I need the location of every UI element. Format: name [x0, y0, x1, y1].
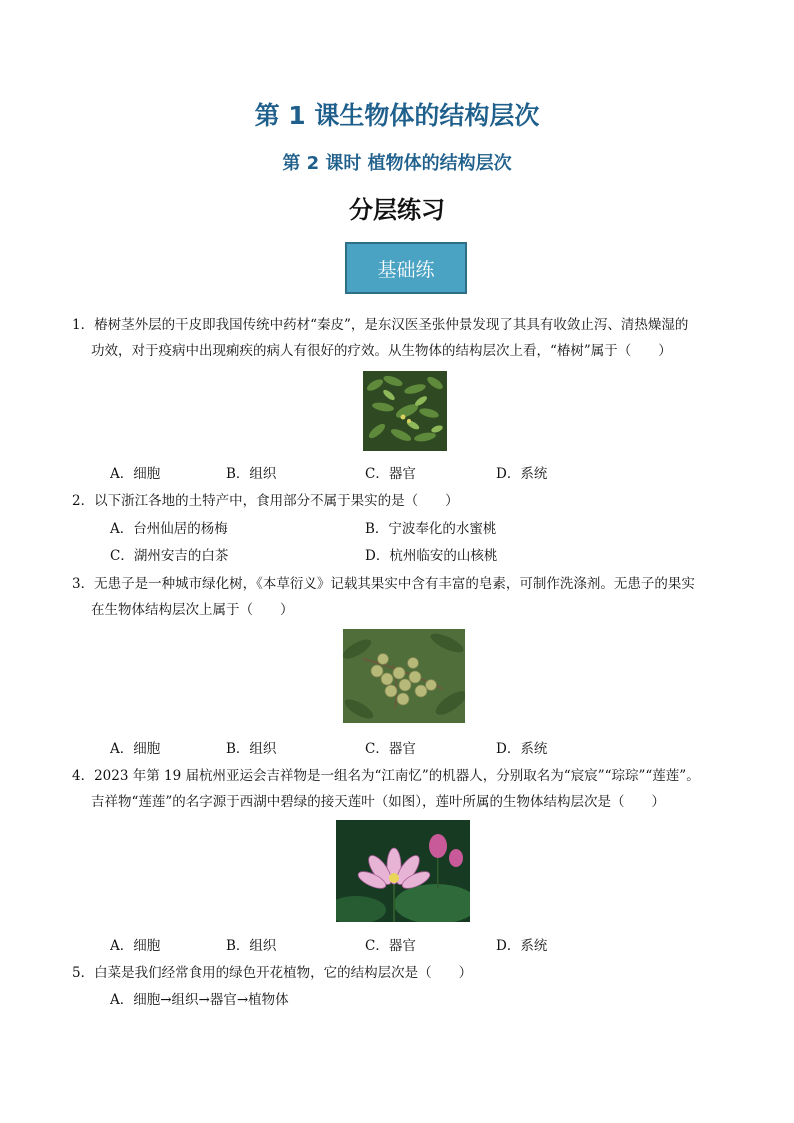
question-1-option-d[interactable]: D．系统 — [496, 466, 548, 482]
question-5-option-a[interactable]: A．细胞→组织→器官→植物体 — [110, 992, 289, 1008]
question-2-option-c[interactable]: C．湖州安吉的白茶 — [110, 548, 229, 564]
question-1-line-2: 功效，对于疫病中出现痢疾的病人有很好的疗效。从生物体的结构层次上看，“椿树”属于（ ） — [91, 343, 672, 359]
question-3-option-d[interactable]: D．系统 — [496, 741, 548, 757]
level-badge: 基础练 — [345, 242, 467, 294]
question-3-option-a[interactable]: A．细胞 — [110, 741, 161, 757]
lesson-title: 第 1 课生物体的结构层次 — [254, 101, 540, 130]
question-3-option-b[interactable]: B．组织 — [226, 741, 277, 757]
question-3-line-2: 在生物体结构层次上属于（ ） — [91, 602, 294, 618]
soapberry-fruit-photo — [343, 629, 465, 723]
lesson-subtitle: 第 2 课时 植物体的结构层次 — [282, 153, 512, 174]
question-1-option-b[interactable]: B．组织 — [226, 466, 277, 482]
question-4-option-a[interactable]: A．细胞 — [110, 938, 161, 954]
question-2-option-d[interactable]: D．杭州临安的山核桃 — [365, 548, 498, 564]
section-heading: 分层练习 — [349, 196, 445, 224]
question-4-option-d[interactable]: D．系统 — [496, 938, 548, 954]
question-3-option-c[interactable]: C．器官 — [365, 741, 416, 757]
question-2-option-a[interactable]: A．台州仙居的杨梅 — [110, 521, 228, 537]
question-5-line-1: 5．白菜是我们经常食用的绿色开花植物，它的结构层次是（ ） — [72, 965, 473, 981]
question-4-option-b[interactable]: B．组织 — [226, 938, 277, 954]
plant-leaves-photo — [363, 371, 447, 451]
question-1-option-c[interactable]: C．器官 — [365, 466, 416, 482]
question-4-option-c[interactable]: C．器官 — [365, 938, 416, 954]
question-1-option-a[interactable]: A．细胞 — [110, 466, 161, 482]
lotus-photo — [336, 820, 470, 922]
question-2-line-1: 2．以下浙江各地的土特产中，食用部分不属于果实的是（ ） — [72, 493, 459, 509]
question-4-line-2: 吉祥物“莲莲”的名字源于西湖中碧绿的接天莲叶（如图），莲叶所属的生物体结构层次是（ ） — [91, 794, 666, 810]
question-1-line-1: 1．椿树茎外层的干皮即我国传统中药材“秦皮”，是东汉医圣张仲景发现了其具有收敛止泻、清热燥湿的 — [72, 317, 689, 333]
question-4-line-1: 4．2023 年第 19 届杭州亚运会吉祥物是一组名为“江南忆”的机器人，分别取名为“宸宸”“琮琮”“莲莲”。 — [72, 768, 700, 784]
question-3-line-1: 3．无患子是一种城市绿化树，《本草衍义》记载其果实中含有丰富的皂素，可制作洗涤剂。无患子的果实 — [72, 576, 695, 592]
question-2-option-b[interactable]: B．宁波奉化的水蜜桃 — [365, 521, 497, 537]
